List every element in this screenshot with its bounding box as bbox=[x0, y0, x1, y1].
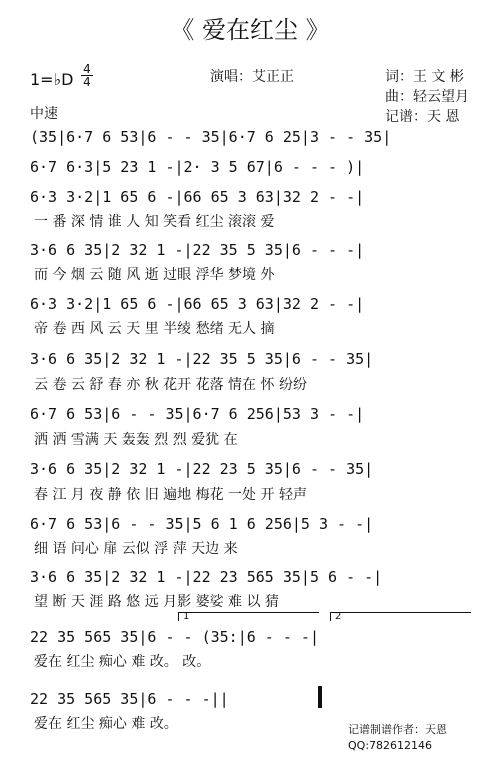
lyric-line: 春 江 月 夜 静 依 旧 遍地 梅花 一处 开 轻声 bbox=[34, 487, 307, 503]
page-title: 《 爱在红尘 》 bbox=[170, 16, 330, 44]
key-signature: 1=♭D bbox=[30, 70, 74, 89]
lyric-line: 爱在 红尘 痴心 难 改。 bbox=[34, 716, 178, 732]
notation-line: 3·6 6 35|2 32 1 -|22 35 5 35|6 - - -| bbox=[30, 241, 365, 259]
lyric-line: 洒 洒 雪满 天 轰轰 烈 烈 爱犹 在 bbox=[34, 432, 238, 448]
transcriber-qq: QQ:782612146 bbox=[348, 739, 433, 752]
notation-line: 6·3 3·2|1 65 6 -|66 65 3 63|32 2 - -| bbox=[30, 188, 365, 206]
transcriber-note bbox=[348, 722, 473, 754]
final-barline bbox=[318, 686, 322, 708]
volta-number: 2 bbox=[335, 611, 342, 622]
notation-line: 6·7 6 53|6 - - 35|5 6 1 6 256|5 3 - -| bbox=[30, 515, 374, 533]
lyric-line: 帝 卷 西 风 云 天 里 半绫 愁绪 无人 摘 bbox=[34, 321, 275, 337]
notation-line: 3·6 6 35|2 32 1 -|22 23 565 35|5 6 - -| bbox=[30, 568, 383, 586]
notation-line: 6·7 6·3|5 23 1 -|2· 3 5 67|6 - - - )| bbox=[30, 158, 365, 176]
notation-line: 22 35 565 35|6 - - -|| bbox=[30, 690, 229, 708]
lyric-line: 而 今 烟 云 随 风 逝 过眼 浮华 梦境 外 bbox=[34, 267, 275, 283]
lyric-line: 一 番 深 情 谁 人 知 笑看 红尘 滚滚 爱 bbox=[34, 214, 275, 230]
transcriber: 记谱：天 恩 bbox=[385, 109, 460, 125]
notation-line: 3·6 6 35|2 32 1 -|22 35 5 35|6 - - 35| bbox=[30, 350, 374, 368]
composer: 曲：轻云望月 bbox=[385, 89, 469, 105]
notation-line: 6·7 6 53|6 - - 35|6·7 6 256|53 3 - -| bbox=[30, 405, 365, 423]
tempo-marking: 中速 bbox=[30, 106, 58, 122]
lyric-line: 爱在 红尘 痴心 难 改。 改。 bbox=[34, 654, 211, 670]
time-denominator: 4 bbox=[83, 75, 91, 89]
notation-line: 6·3 3·2|1 65 6 -|66 65 3 63|32 2 - -| bbox=[30, 295, 365, 313]
lyric-line: 云 卷 云 舒 春 亦 秋 花开 花落 情在 怀 纷纷 bbox=[34, 377, 307, 393]
singer: 演唱：艾正正 bbox=[210, 69, 294, 85]
notation-line: 3·6 6 35|2 32 1 -|22 23 5 35|6 - - 35| bbox=[30, 460, 374, 478]
volta-bracket-1 bbox=[178, 612, 319, 621]
time-numerator: 4 bbox=[83, 62, 91, 76]
transcriber-author: 记谱制谱作者：天恩 bbox=[348, 723, 447, 736]
notation-line: 22 35 565 35|6 - - (35:|6 - - -| bbox=[30, 628, 319, 646]
lyricist: 词：王 文 彬 bbox=[385, 69, 464, 85]
volta-number: 1 bbox=[183, 611, 190, 622]
lyric-line: 望 断 天 涯 路 悠 远 月影 婆娑 难 以 猜 bbox=[34, 594, 279, 610]
notation-line: (35|6·7 6 53|6 - - 35|6·7 6 25|3 - - 35| bbox=[30, 128, 392, 146]
volta-bracket-2 bbox=[330, 612, 471, 621]
lyric-line: 细 语 问心 扉 云似 浮 萍 天边 来 bbox=[34, 541, 238, 557]
time-signature bbox=[80, 63, 94, 88]
